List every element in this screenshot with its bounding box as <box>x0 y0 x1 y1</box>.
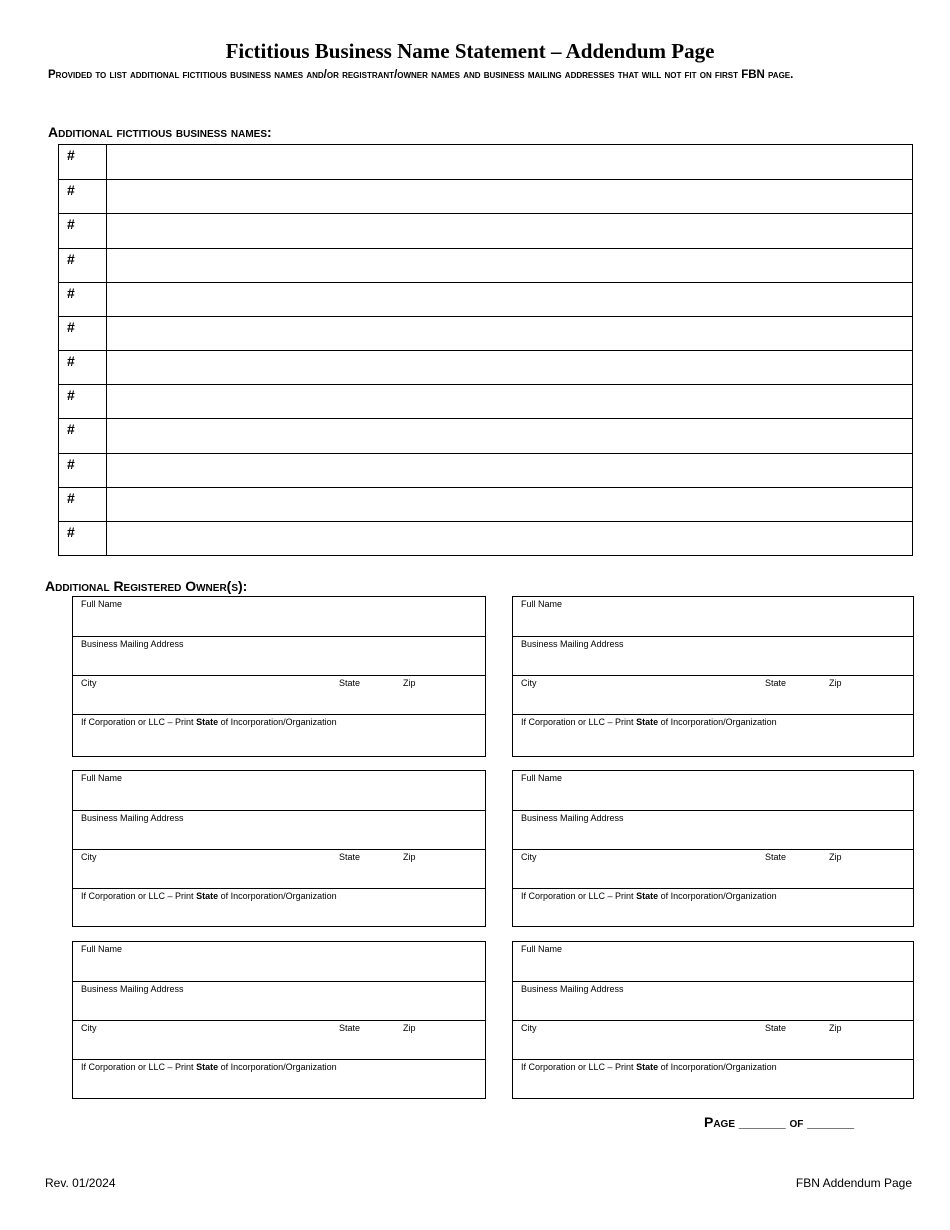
row-number-label: # <box>59 419 107 453</box>
document-name-label: FBN Addendum Page <box>795 1176 912 1190</box>
row-number-label: # <box>59 385 107 419</box>
city-state-zip-field[interactable] <box>73 849 485 889</box>
corporation-state-field[interactable] <box>513 1059 913 1099</box>
page-title: Fictitious Business Name Statement – Addendum Page <box>225 39 715 63</box>
name-row <box>59 384 912 419</box>
city-label: City <box>81 1023 97 1033</box>
state-label: State <box>339 678 361 688</box>
business-name-field[interactable] <box>108 385 912 419</box>
full-name-field[interactable] <box>73 771 485 810</box>
zip-label: Zip <box>829 852 842 862</box>
full-name-label: Full Name <box>81 944 123 954</box>
mailing-address-field[interactable] <box>73 636 485 676</box>
full-name-label: Full Name <box>521 773 563 783</box>
corporation-state-label <box>521 1062 777 1073</box>
owner-box <box>512 770 914 927</box>
zip-label: Zip <box>403 852 416 862</box>
zip-label: Zip <box>403 678 416 688</box>
corporation-label-state: State <box>196 891 219 901</box>
row-number-label: # <box>59 214 107 248</box>
business-name-field[interactable] <box>108 351 912 385</box>
state-label: State <box>339 852 361 862</box>
owner-box <box>72 770 486 927</box>
mailing-address-label: Business Mailing Address <box>521 984 624 994</box>
row-number-label: # <box>59 351 107 385</box>
city-state-zip-field[interactable] <box>513 675 913 715</box>
zip-label: Zip <box>403 1023 416 1033</box>
state-label: State <box>765 678 787 688</box>
business-name-field[interactable] <box>108 214 912 248</box>
business-name-field[interactable] <box>108 249 912 283</box>
corporation-state-field[interactable] <box>513 714 913 757</box>
name-row <box>59 316 912 351</box>
additional-names-table <box>58 144 913 556</box>
owner-box <box>72 941 486 1099</box>
name-row <box>59 145 912 179</box>
row-number-label: # <box>59 317 107 351</box>
corporation-label-prefix: If Corporation or LLC – Print <box>521 717 637 727</box>
full-name-label: Full Name <box>521 944 563 954</box>
corporation-label-suffix: of Incorporation/Organization <box>658 717 777 727</box>
business-name-field[interactable] <box>108 180 912 214</box>
city-label: City <box>81 678 97 688</box>
corporation-label-suffix: of Incorporation/Organization <box>218 891 337 901</box>
city-state-zip-field[interactable] <box>513 1020 913 1060</box>
name-row <box>59 487 912 522</box>
corporation-label-suffix: of Incorporation/Organization <box>218 1062 337 1072</box>
full-name-label: Full Name <box>81 599 123 609</box>
name-row <box>59 453 912 488</box>
owner-box <box>512 941 914 1099</box>
corporation-label-prefix: If Corporation or LLC – Print <box>81 1062 197 1072</box>
zip-label: Zip <box>829 678 842 688</box>
city-state-zip-field[interactable] <box>73 675 485 715</box>
corporation-label-prefix: If Corporation or LLC – Print <box>521 891 637 901</box>
corporation-label-prefix: If Corporation or LLC – Print <box>81 717 197 727</box>
corporation-state-label <box>521 717 777 728</box>
business-name-field[interactable] <box>108 317 912 351</box>
row-number-label: # <box>59 145 107 179</box>
mailing-address-label: Business Mailing Address <box>81 813 184 823</box>
mailing-address-label: Business Mailing Address <box>521 813 624 823</box>
corporation-label-state: State <box>636 717 659 727</box>
full-name-label: Full Name <box>521 599 563 609</box>
business-name-field[interactable] <box>108 419 912 453</box>
state-label: State <box>765 852 787 862</box>
name-row <box>59 282 912 317</box>
full-name-field[interactable] <box>513 597 913 636</box>
corporation-label-suffix: of Incorporation/Organization <box>658 891 777 901</box>
name-row <box>59 521 912 556</box>
name-row <box>59 350 912 385</box>
corporation-state-label <box>81 1062 337 1073</box>
corporation-state-field[interactable] <box>73 714 485 757</box>
corporation-label-state: State <box>196 717 219 727</box>
city-label: City <box>521 1023 537 1033</box>
name-row <box>59 213 912 248</box>
owner-box <box>512 596 914 757</box>
corporation-state-field[interactable] <box>73 888 485 927</box>
full-name-field[interactable] <box>513 771 913 810</box>
mailing-address-field[interactable] <box>73 810 485 850</box>
full-name-label: Full Name <box>81 773 123 783</box>
corporation-label-state: State <box>196 1062 219 1072</box>
full-name-field[interactable] <box>513 942 913 981</box>
full-name-field[interactable] <box>73 942 485 981</box>
business-name-field[interactable] <box>108 145 912 179</box>
corporation-label-prefix: If Corporation or LLC – Print <box>521 1062 637 1072</box>
mailing-address-field[interactable] <box>513 810 913 850</box>
revision-label: Rev. 01/2024 <box>45 1176 116 1190</box>
names-section-heading: Additional fictitious business names: <box>48 124 272 140</box>
corporation-label-state: State <box>636 1062 659 1072</box>
zip-label: Zip <box>829 1023 842 1033</box>
corporation-state-label <box>521 891 777 902</box>
business-name-field[interactable] <box>108 522 912 556</box>
row-number-label: # <box>59 488 107 522</box>
page-subtitle: Provided to list additional fictitious business names and/or registrant/owner names and business mailing addresses that will not fit on first FBN page. <box>48 69 794 81</box>
row-number-label: # <box>59 454 107 488</box>
name-row <box>59 179 912 214</box>
mailing-address-field[interactable] <box>513 636 913 676</box>
mailing-address-label: Business Mailing Address <box>81 639 184 649</box>
corporation-label-suffix: of Incorporation/Organization <box>658 1062 777 1072</box>
corporation-state-field[interactable] <box>73 1059 485 1099</box>
mailing-address-field[interactable] <box>513 981 913 1021</box>
page-count: Page ______ of ______ <box>704 1114 854 1130</box>
business-name-field[interactable] <box>108 283 912 317</box>
corporation-label-suffix: of Incorporation/Organization <box>218 717 337 727</box>
business-name-field[interactable] <box>108 488 912 522</box>
row-number-label: # <box>59 522 107 556</box>
mailing-address-field[interactable] <box>73 981 485 1021</box>
owner-box <box>72 596 486 757</box>
business-name-field[interactable] <box>108 454 912 488</box>
city-state-zip-field[interactable] <box>513 849 913 889</box>
corporation-state-label <box>81 717 337 728</box>
name-row <box>59 248 912 283</box>
row-number-label: # <box>59 283 107 317</box>
owners-section-heading: Additional Registered Owner(s): <box>45 578 248 594</box>
mailing-address-label: Business Mailing Address <box>81 984 184 994</box>
corporation-state-label <box>81 891 337 902</box>
row-number-label: # <box>59 180 107 214</box>
full-name-field[interactable] <box>73 597 485 636</box>
state-label: State <box>339 1023 361 1033</box>
city-label: City <box>521 852 537 862</box>
corporation-state-field[interactable] <box>513 888 913 927</box>
mailing-address-label: Business Mailing Address <box>521 639 624 649</box>
corporation-label-prefix: If Corporation or LLC – Print <box>81 891 197 901</box>
city-label: City <box>81 852 97 862</box>
corporation-label-state: State <box>636 891 659 901</box>
state-label: State <box>765 1023 787 1033</box>
name-row <box>59 418 912 453</box>
city-state-zip-field[interactable] <box>73 1020 485 1060</box>
city-label: City <box>521 678 537 688</box>
row-number-label: # <box>59 249 107 283</box>
